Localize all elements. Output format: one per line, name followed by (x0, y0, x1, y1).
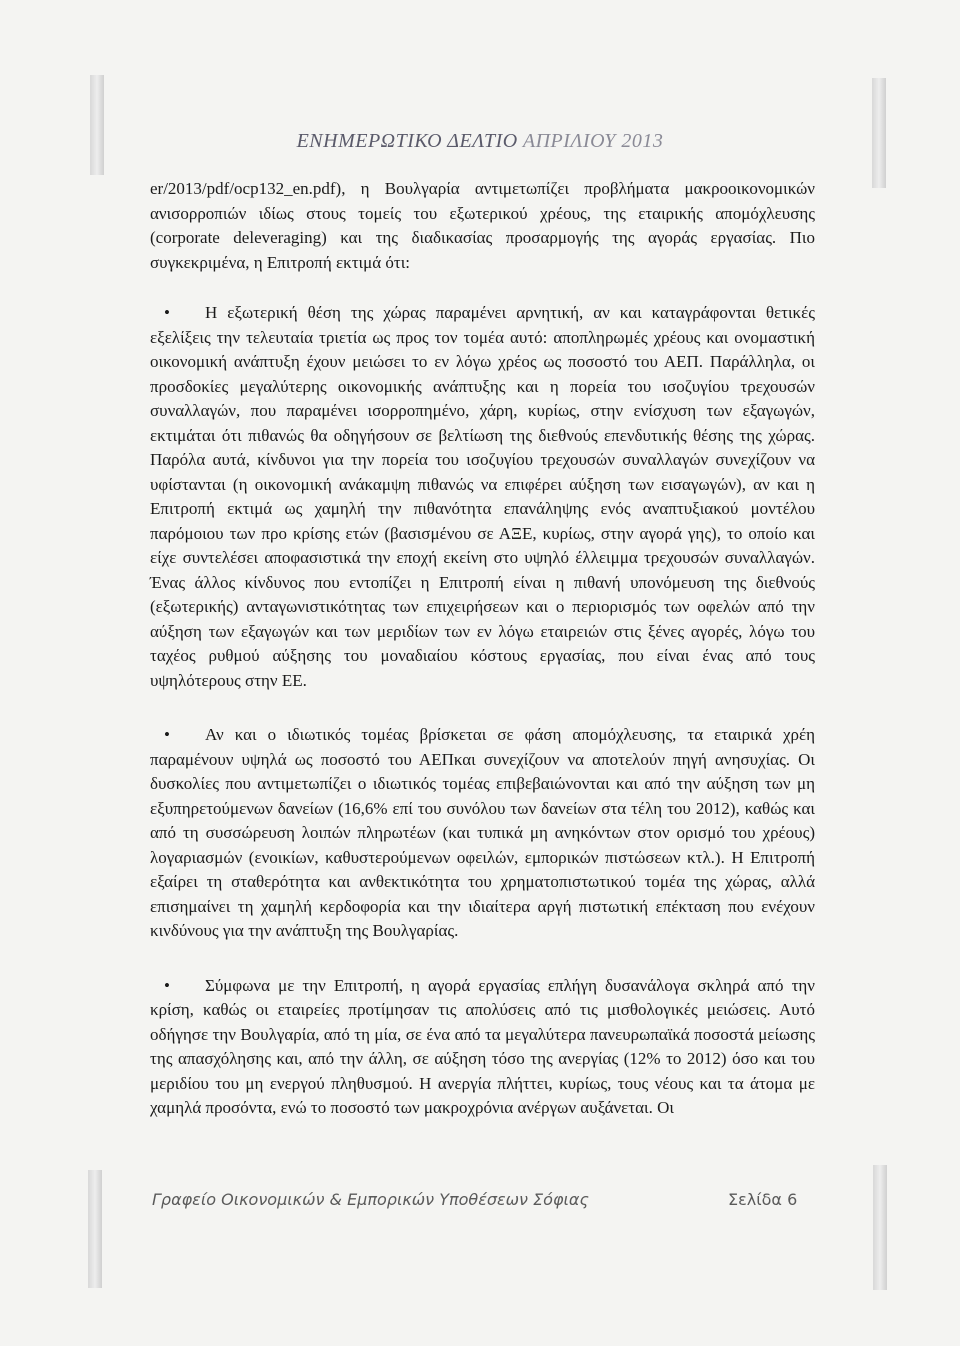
document-body (150, 177, 815, 1151)
bullet-text: Σύμφωνα με την Επιτροπή, η αγορά εργασίας επλήγη δυσανάλογα σκληρά από την κρίση, καθώς οι εταιρείες προτίμησαν τις απολύσεις από τις μισθολογικές μειώσεις. Αυτό οδήγησε την Βουλγαρία, από τη μία, σε ένα από τα μεγαλύτερα πανευρωπαϊκά ποσοστά μείωσης της απασχόλησης και, από την άλλη, σε αύξηση τόσο της ανεργίας (12% το 2012) όσο και του μεριδίου του μη ενεργού πληθυσμού. Η ανεργία πλήττει, κυρίως, τους νέους και τα άτομα με χαμηλά προσόντα, ενώ το ποσοστό των μακροχρόνια ανέργων αυξάνεται. Οι (150, 975, 815, 1117)
scan-edge-mark (88, 1170, 102, 1288)
page-number: Σελίδα 6 (728, 1190, 798, 1209)
scan-edge-mark (873, 1165, 887, 1290)
bullet-paragraph (150, 301, 815, 693)
bullet-paragraph (150, 974, 815, 1121)
page-header (0, 130, 960, 153)
bullet-paragraph (150, 723, 815, 944)
footer-office: Γραφείο Οικονομικών & Εμπορικών Υποθέσεων Σόφιας (152, 1190, 589, 1209)
header-title-main: ΕΝΗΜΕΡΩΤΙΚΟ ΔΕΛΤΙΟ (296, 130, 523, 152)
lead-paragraph: er/2013/pdf/ocp132_en.pdf), η Βουλγαρία αντιμετωπίζει προβλήματα μακροοικονομικών ανισορροπιών ιδίως στους τομείς του εξωτερικού χρέους, της εταιρικής απομόχλευσης (corporate deleveraging) και της διαδικασίας προσαρμογής της αγοράς εργασίας. Πιο συγκεκριμένα, η Επιτροπή εκτιμά ότι: (150, 179, 815, 272)
header-title-date: ΑΠΡΙΛΙΟΥ 2013 (522, 130, 664, 152)
scan-edge-mark (90, 75, 104, 175)
bullet-text: Η εξωτερική θέση της χώρας παραμένει αρνητική, αν και καταγράφονται θετικές εξελίξεις την τελευταία τριετία ως προς τον τομέα αυτό: αποπληρωμές χρέους και ονομαστική οικονομική ανάπτυξη έχουν μειώσει το εν λόγω χρέος ως ποσοστό του ΑΕΠ. Παράλληλα, οι προσδοκίες μεγαλύτερης οικονομικής ανάπτυξης και η πορεία του ισοζυγίου τρεχουσών συναλλαγών, που παραμένει ισορροπημένο, χάρη, κυρίως, στην ενίσχυση των εξαγωγών, εκτιμάται ότι πιθανώς θα οδηγήσουν σε βελτίωση της διεθνούς επενδυτικής θέσης της χώρας. Παρόλα αυτά, κίνδυνοι για την πορεία του ισοζυγίου τρεχουσών συναλλαγών συνεχίζουν να υφίστανται (η οικονομική ανάκαμψη πιθανώς να επιφέρει αύξηση των εισαγωγών), αν και η Επιτροπή εκτιμά ως χαμηλή την πιθανότητα επανάληψης ενός αναπτυξιακού μοντέλου παρόμοιου των προ κρίσης ετών (βασισμένου σε ΑΞΕ, κυρίως, στην αγορά γης), το οποίο και είχε συντελέσει αποφασιστικά την εποχή εκείνη στο υψηλό έλλειμμα τρεχουσών συναλλαγών. Ένας άλλος κίνδυνος που εντοπίζει η Επιτροπή είναι η πιθανή υπονόμευση της διεθνούς (εξωτερικής) ανταγωνιστικότητας των επιχειρήσεων και ο περιορισμός των οφελών από την αύξηση των εξαγωγών και των μεριδίων των εν λόγω εταιρειών στις ξένες αγορές, λόγω του ταχέος ρυθμού αύξησης του μοναδιαίου κόστους εργασίας, που είναι ένας από τους υψηλότερους στην ΕΕ. (150, 303, 815, 690)
bullet-text: Αν και ο ιδιωτικός τομέας βρίσκεται σε φάση απομόχλευσης, τα εταιρικά χρέη παραμένουν υψηλά ως ποσοστό του ΑΕΠκαι συνεχίζουν να αποτελούν πηγή ανησυχίας. Οι δυσκολίες που αντιμετωπίζει ο ιδιωτικός τομέας επιβεβαιώνονται και από την αύξηση των μη εξυπηρετούμενων δανείων (16,6% επί του συνόλου των δανείων στα τέλη του 2012), καθώς και από τη συσσώρευση λοιπών πληρωτέων (και τυπικά μη ανηκόντων στον ορισμό του χρέους) λογαριασμών (ενοικίων, καθυστερούμενων οφειλών, εμπορικών πιστώσεων κτλ.). Η Επιτροπή εξαίρει τη σταθερότητα και ανθεκτικότητα του χρηματοπιστωτικού τομέα της χώρας, αλλά επισημαίνει τη χαμηλή κερδοφορία και την ιδιαίτερα αργή πιστωτική επέκταση που ενέχουν κινδύνους για την ανάπτυξη της Βουλγαρίας. (150, 725, 815, 940)
